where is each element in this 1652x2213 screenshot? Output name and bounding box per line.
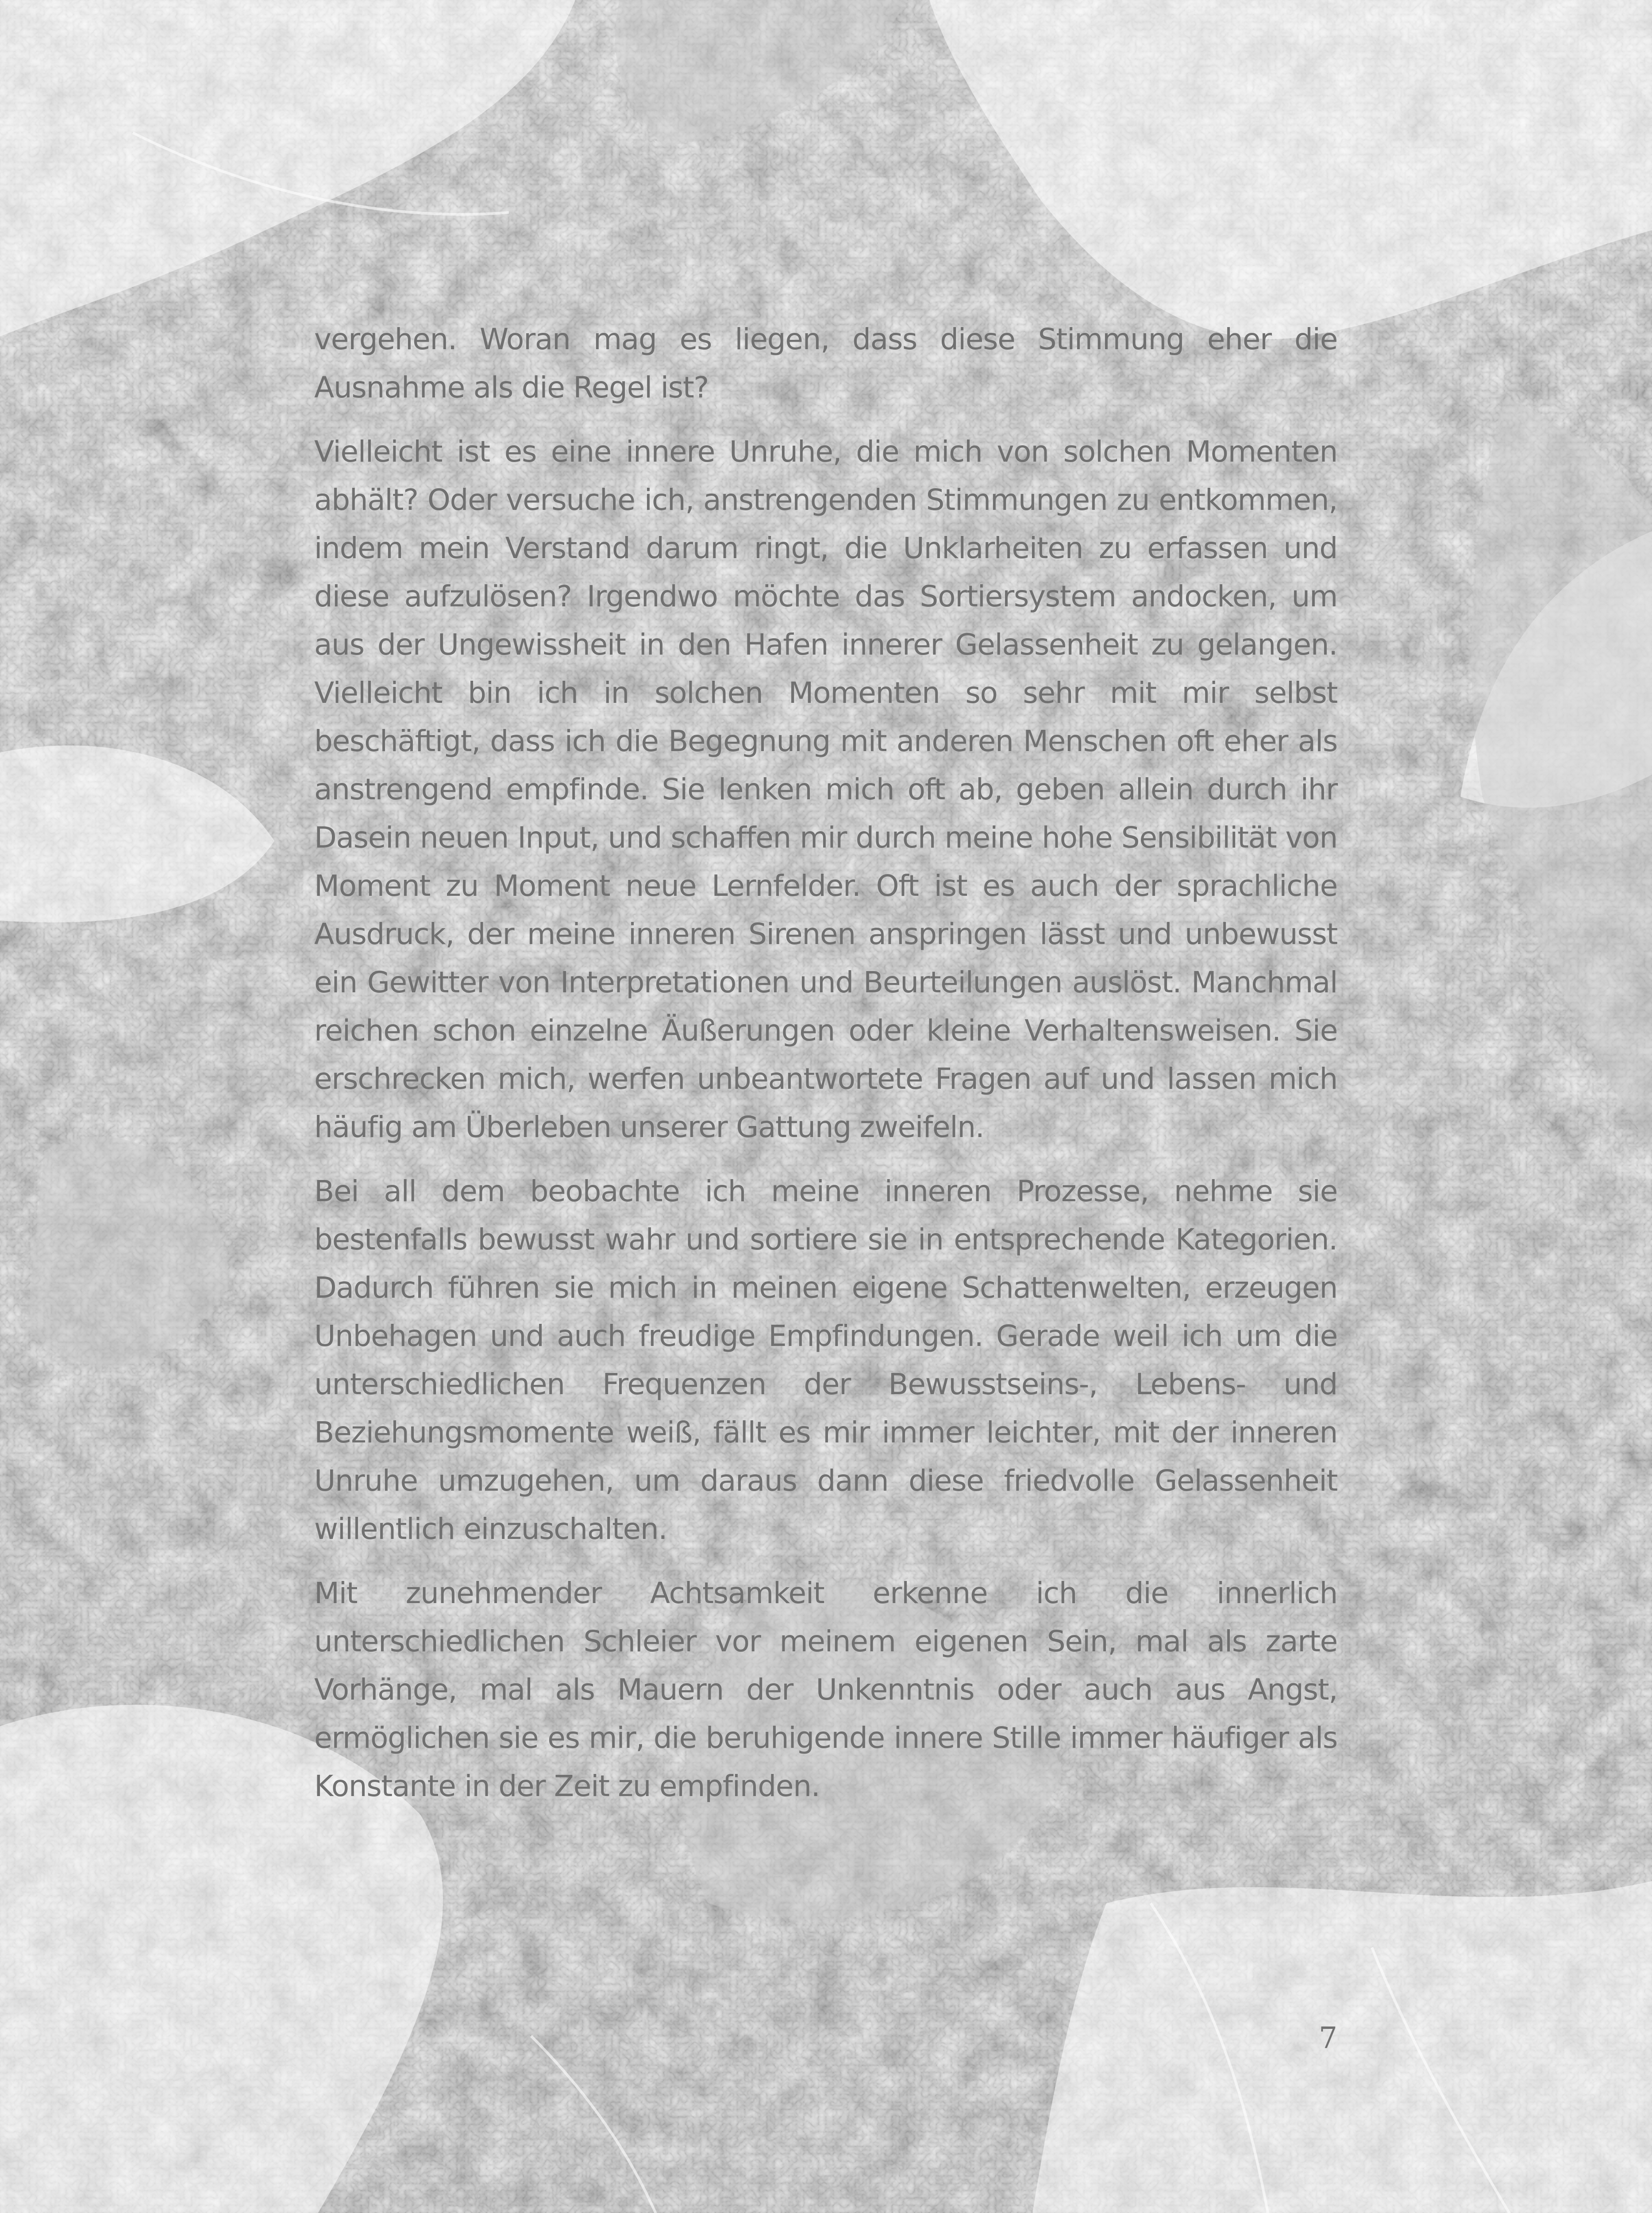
paragraph-4: Mit zunehmender Achtsamkeit erkenne ich die innerlich unterschiedlichen Schleier vor meinem eigenen Sein, mal als zarte Vorhänge, mal als Mauern der Unkenntnis oder auch aus Angst, ermöglichen sie es mir, die beruhigende innere Stille immer häufiger als Konstante in der Zeit zu empfinden. [314, 1569, 1337, 1810]
paragraph-3: Bei all dem beobachte ich meine inneren Prozesse, nehme sie bestenfalls bewusst wahr und sortiere sie in entsprechende Kategorien. Dadurch führen sie mich in meinen eigene Schattenwelten, erzeugen Unbehagen und auch freudige Empfindungen. Gerade weil ich um die unterschiedlichen Frequenzen der Bewusstseins-, Lebens- und Beziehungsmomente weiß, fällt es mir immer leichter, mit der inneren Unruhe umzugehen, um daraus dann diese friedvolle Gelassenheit willentlich einzuschalten. [314, 1167, 1337, 1553]
paragraph-1: vergehen. Woran mag es liegen, dass diese Stimmung eher die Ausnahme als die Regel ist? [314, 315, 1337, 412]
page-number: 7 [1310, 2020, 1337, 2056]
paragraph-2: Vielleicht ist es eine innere Unruhe, die mich von solchen Momenten abhält? Oder versuche ich, anstrengenden Stimmungen zu entkommen, indem mein Verstand darum ringt, die Unklarheiten zu erfassen und diese aufzulösen? Irgendwo möchte das Sortiersystem andocken, um aus der Ungewissheit in den Hafen innerer Gelassenheit zu gelangen. Vielleicht bin ich in solchen Momenten so sehr mit mir selbst beschäftigt, dass ich die Begegnung mit anderen Menschen oft eher als anstrengend empfinde. Sie lenken mich oft ab, geben allein durch ihr Dasein neuen Input, und schaffen mir durch meine hohe Sensibilität von Moment zu Moment neue Lernfelder. Oft ist es auch der sprachliche Ausdruck, der meine inneren Sirenen anspringen lässt und unbewusst ein Gewitter von Interpretationen und Beurteilungen auslöst. Manchmal reichen schon einzelne Äußerungen oder kleine Verhaltensweisen. Sie erschrecken mich, werfen unbeantwortete Fragen auf und lassen mich häufig am Überleben unserer Gattung zweifeln. [314, 428, 1337, 1151]
